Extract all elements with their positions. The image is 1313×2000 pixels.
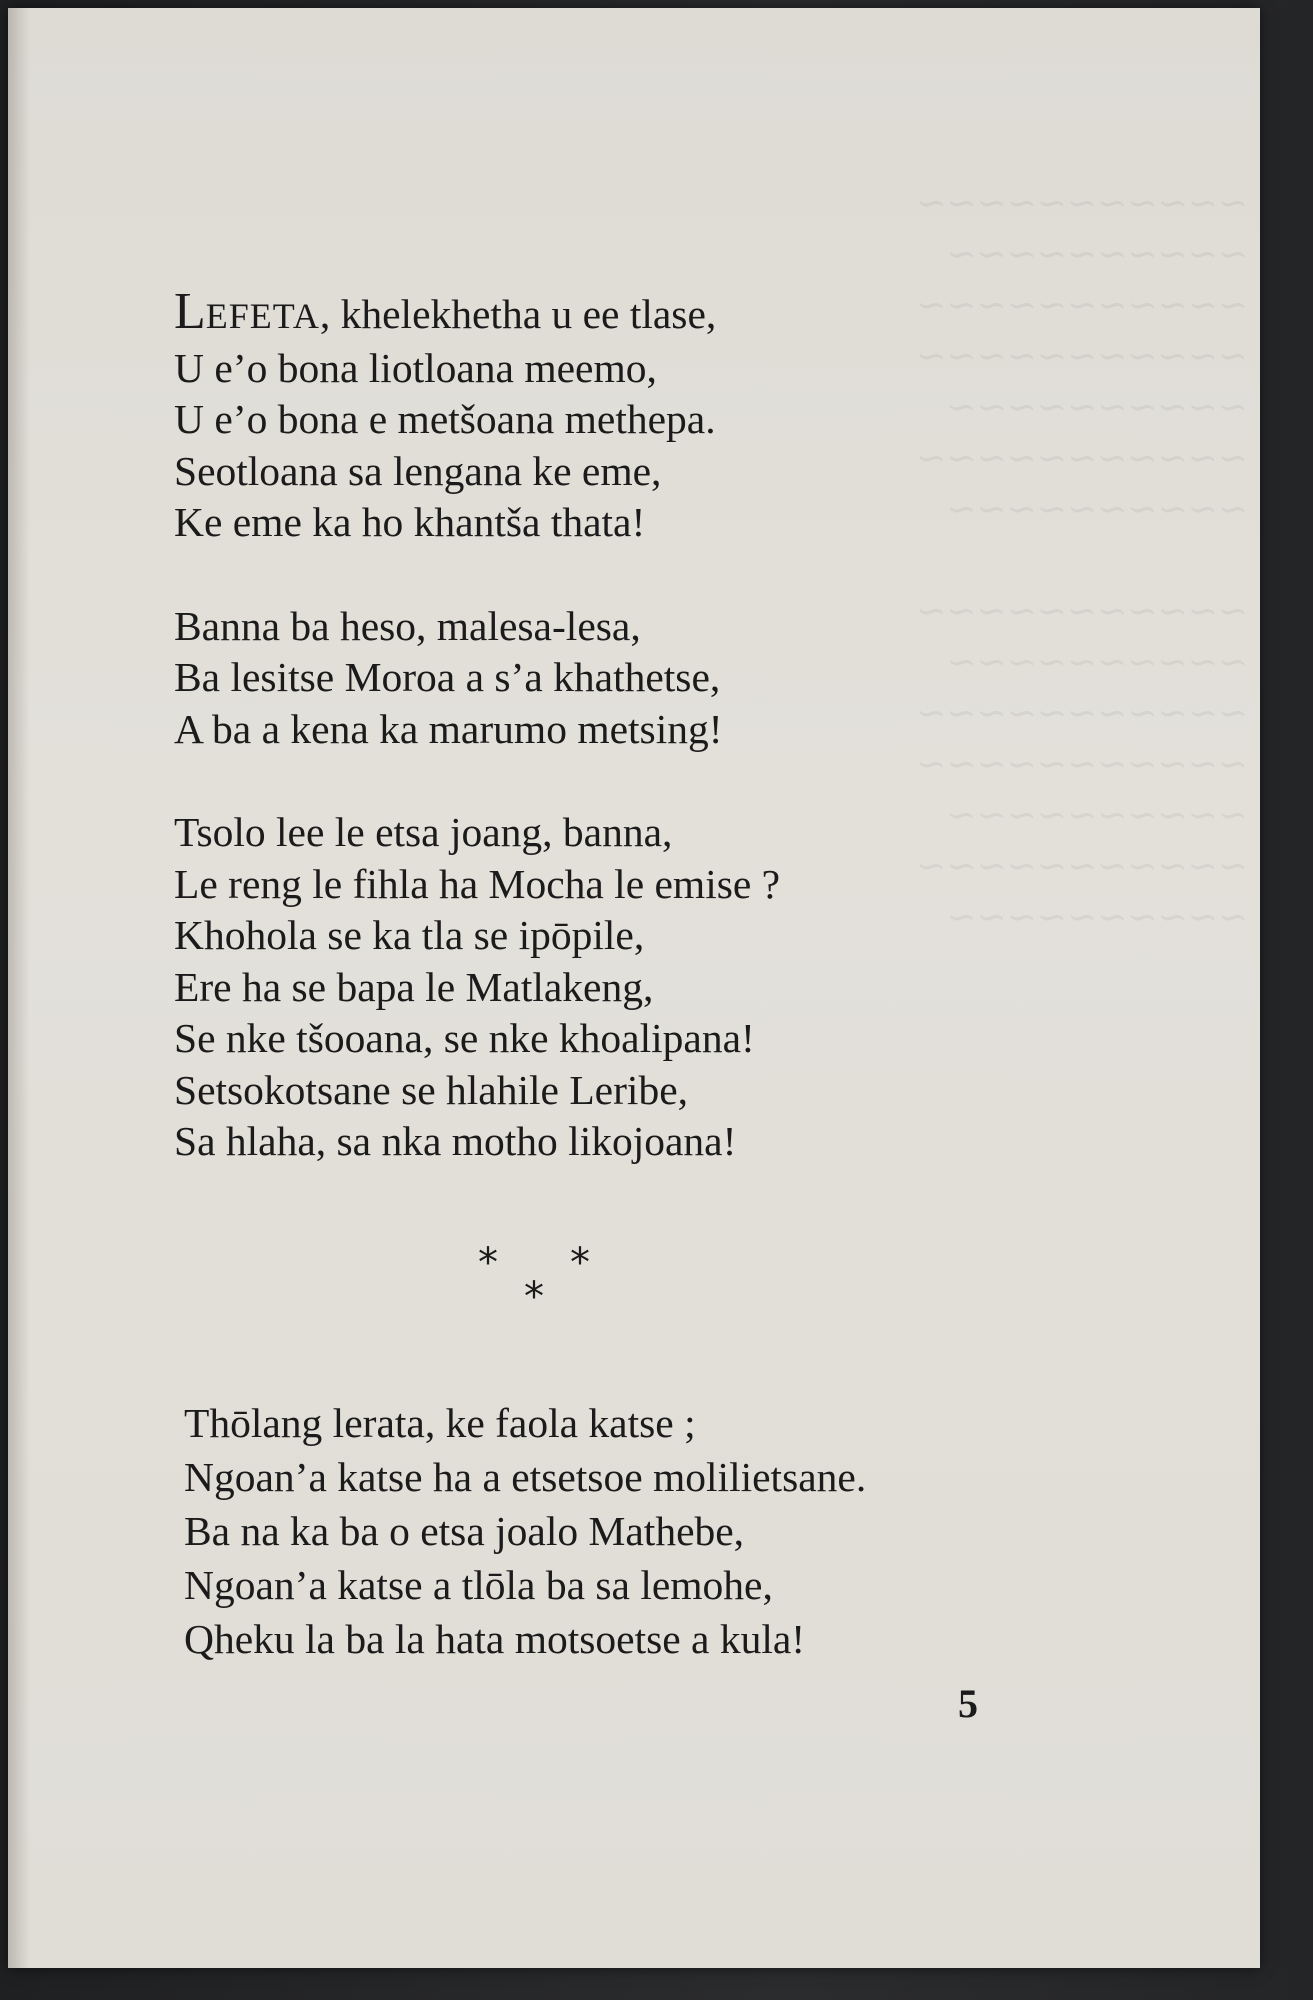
poem-line: Setsokotsane se hlahile Leribe, (174, 1066, 688, 1113)
poem-line: Banna ba heso, malesa-lesa, (174, 602, 641, 649)
separator-star: * (478, 1240, 498, 1286)
poem-line: Thōlang lerata, ke faola katse ; (184, 1400, 696, 1446)
poem-line: Ngoan’a katse a tlōla ba sa lemohe, (184, 1562, 773, 1608)
poem-line: Sa hlaha, sa nka motho likojoana! (174, 1118, 737, 1164)
show-through-text: ~~~~~~~~~~~ ~~~~~~~~~~ ~~~~~~~~~~~ ~~~~~~~~~~~ ~~~~~~~~~~ ~~~~~~~~~~~ ~~~~~~~~~~ ~~~~~~~~~~~ ~~~~~~~~~~ ~~~~~~~~~~~ ~~~~~~~~~~~ ~~~~~~~~~~ ~~~~~~~~~~~ ~~~~~~~~~~ (916, 183, 1248, 938)
poem-line: Ba na ka ba o etsa joalo Mathebe, (184, 1508, 745, 1554)
poem-line: Khohola se ka tla se ipōpile, (174, 912, 645, 958)
first-line-rest: , khelekhetha u ee tlase, (319, 291, 717, 337)
book-page (8, 8, 1260, 1968)
page-number: 5 (958, 1681, 978, 1726)
stanza-3 (174, 807, 1034, 1168)
poem-body (174, 283, 1034, 1168)
first-word: EFETA (205, 296, 320, 336)
poem-line: Qheku la ba la hata motsoetse a kula! (184, 1616, 806, 1662)
poem-line: Ke eme ka ho khantša thata! (174, 499, 646, 545)
stanza-1 (174, 283, 1034, 549)
poem-line: A ba a kena ka marumo metsing! (174, 705, 723, 752)
poem-line: Le reng le fihla ha Mocha le emise ? (174, 860, 781, 907)
section-separator (478, 1240, 588, 1320)
separator-star: * (524, 1274, 544, 1320)
initial-capital: L (174, 283, 206, 340)
separator-star: * (570, 1240, 590, 1286)
poem-line: Tsolo lee le etsa joang, banna, (174, 809, 673, 855)
stanza-4 (184, 1396, 1044, 1666)
poem-line: U e’o bona liotloana meemo, (174, 344, 657, 391)
poem-line (174, 283, 1034, 343)
stanza-2 (174, 601, 1034, 756)
poem-line: U e’o bona e metšoana methepa. (174, 396, 716, 442)
poem-line: Ere ha se bapa le Matlakeng, (174, 963, 654, 1010)
poem-line: Ngoan’a katse ha a etsetsoe molilietsane. (184, 1454, 867, 1500)
poem-line: Ba lesitse Moroa a s’a khathetse, (174, 654, 721, 700)
poem-line: Se nke tšooana, se nke khoalipana! (174, 1015, 755, 1061)
poem-line: Seotloana sa lengana ke eme, (174, 447, 662, 494)
